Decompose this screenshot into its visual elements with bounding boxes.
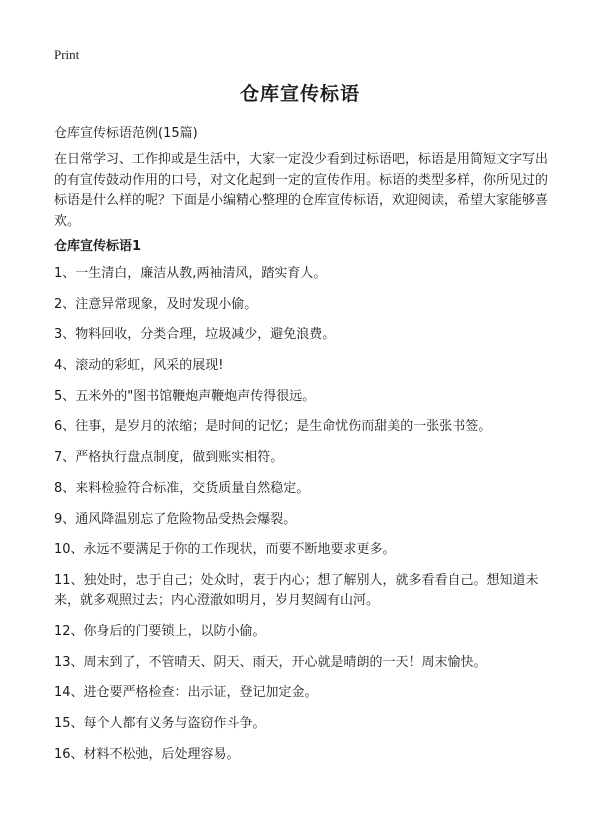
list-item: 5、五米外的"图书馆鞭炮声鞭炮声传得很远。 <box>54 388 316 404</box>
page-title: 仓库宣传标语 <box>239 83 360 105</box>
list-item: 13、周末到了，不管晴天、阴天、雨天，开心就是晴朗的一天！周末愉快。 <box>54 654 487 670</box>
list-item: 4、滚动的彩虹，风采的展现! <box>54 358 224 374</box>
article-subtitle: 仓库宣传标语范例(15篇) <box>54 126 198 141</box>
list-item: 11、独处时，忠于自己；处众时，衷于内心；想了解别人，就多看看自己。想知道未来，就多观照过去；内心澄澈如明月，岁月契阔有山河。 <box>54 572 539 609</box>
list-item: 7、严格执行盘点制度，做到账实相符。 <box>54 450 284 466</box>
list-item: 9、通风降温别忘了危险物品受热会爆裂。 <box>54 511 297 527</box>
list-item: 1、一生清白，廉洁从教,两袖清风，踏实育人。 <box>54 266 327 281</box>
slogan-list <box>54 264 550 776</box>
print-link[interactable]: Print <box>54 47 80 62</box>
list-item: 10、永远不要满足于你的工作现状，而要不断地要求更多。 <box>54 542 396 558</box>
list-item: 16、材料不松弛，后处理容易。 <box>54 746 240 762</box>
list-item: 15、每个人都有义务与盗窃作斗争。 <box>54 716 266 732</box>
list-item: 8、来料检验符合标准，交货质量自然稳定。 <box>54 480 310 496</box>
list-item: 12、你身后的门要锁上，以防小偷。 <box>54 624 266 640</box>
list-item: 2、注意异常现象，及时发现小偷。 <box>54 296 258 312</box>
list-item: 6、往事，是岁月的浓缩；是时间的记忆；是生命忧伤而甜美的一张张书签。 <box>54 419 492 435</box>
section-heading: 仓库宣传标语1 <box>54 239 142 254</box>
intro-paragraph: 在日常学习、工作抑或是生活中，大家一定没少看到过标语吧，标语是用简短文字写出的有宣传鼓动作用的口号，对文化起到一定的宣传作用。标语的类型多样，你所见过的标语是什么样的呢？下面是小编精心整理的仓库宣传标语，欢迎阅读，希望大家能够喜欢。 <box>54 152 549 229</box>
list-item: 14、进仓要严格检查：出示证，登记加定金。 <box>54 685 318 701</box>
list-item: 3、物料回收，分类合理，垃圾减少，避免浪费。 <box>54 327 336 343</box>
